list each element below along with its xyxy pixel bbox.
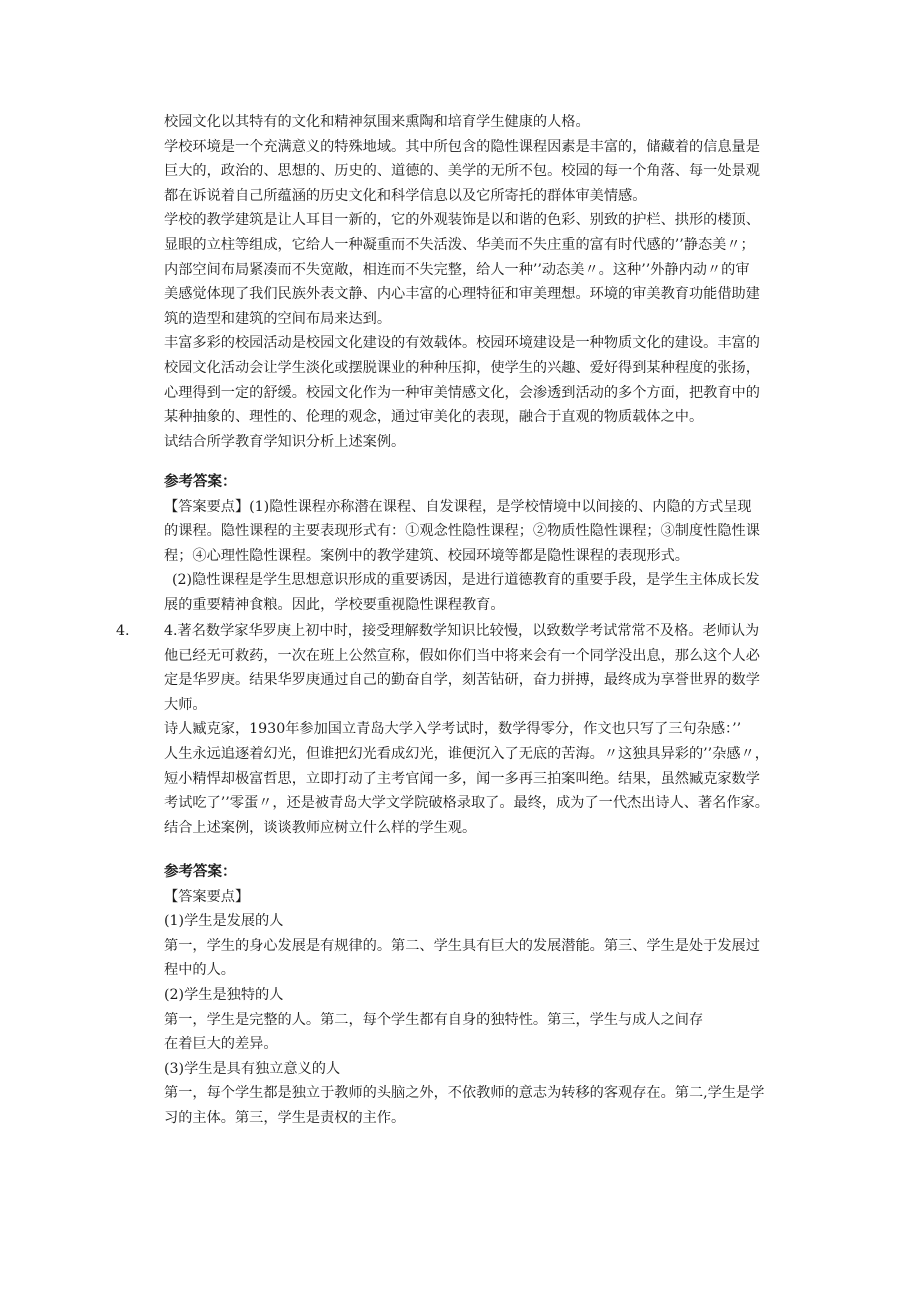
text-line: 试结合所学教育学知识分析上述案例。 (164, 433, 406, 450)
text-line: 定是华罗庚。结果华罗庚通过自己的勤奋自学，刻苦钻研，奋力拼搏，最终成为享誉世界的数学 (164, 672, 760, 689)
answer-line: 程中的人。 (164, 962, 235, 979)
text-line: 丰富多彩的校园活动是校园文化建设的有效载体。校园环境建设是一种物质文化的建设。丰富的 (164, 335, 760, 352)
case4-answer (164, 860, 804, 1131)
text-line: 都在诉说着自己所蕴涵的历史文化和科学信息以及它所寄托的群体审美情感。 (164, 187, 647, 204)
answer-line: 【答案要点】(1)隐性课程亦称潜在课程、自发课程，是学校情境中以间接的、内隐的方式呈现 (164, 498, 752, 515)
answer-line: (3)学生是具有独立意义的人 (164, 1060, 341, 1077)
answer-heading: 参考答案： (164, 863, 237, 880)
answer-line: (2)隐性课程是学生思想意识形成的重要诱因，是进行道德教育的重要手段，是学生主体成长发 (172, 572, 760, 589)
answer-line: 程；④心理性隐性课程。案例中的教学建筑、校园环境等都是隐性课程的表现形式。 (164, 547, 689, 564)
text-line: 学校的教学建筑是让人耳目一新的，它的外观装饰是以和谐的色彩、别致的护栏、拱形的楼顶、 (164, 212, 760, 229)
answer-line: (1)学生是发展的人 (164, 913, 284, 930)
question-number: 4. (116, 623, 130, 639)
text-line: 4.著名数学家华罗庚上初中时，接受理解数学知识比较慢，以致数学考试常常不及格。老师认为 (164, 623, 760, 639)
text-line: 学校环境是一个充满意义的特殊地域。其中所包含的隐性课程因素是丰富的，储藏着的信息量是 (164, 138, 760, 155)
answer-line: 第一，学生是完整的人。第二，每个学生都有自身的独特性。第三，学生与成人之间存 (164, 1011, 704, 1028)
text-line: 诗人臧克家，1930年参加国立青岛大学入学考试时，数学得零分，作文也只写了三句杂感：’’ (164, 721, 742, 738)
text-line: 显眼的立柱等组成，它给人一种凝重而不失活泼、华美而不失庄重的富有时代感的’’静态美〃； (164, 236, 755, 253)
answer-line: 的课程。隐性课程的主要表现形式有：①观念性隐性课程；②物质性隐性课程；③制度性隐性课 (164, 523, 760, 540)
text-line: 巨大的，政治的、思想的、历史的、道德的、美学的无所不包。校园的每一个角落、每一处景观 (164, 163, 760, 180)
case3-answer (164, 470, 804, 618)
text-line: 美感觉体现了我们民族外表文静、内心丰富的心理特征和审美理想。环境的审美教育功能借助建 (164, 286, 760, 303)
text-line: 校园文化活动会让学生淡化或摆脱课业的种种压抑，使学生的兴趣、爱好得到某种程度的张扬， (164, 359, 760, 376)
answer-line: 在着巨大的差异。 (164, 1036, 278, 1053)
text-line: 筑的造型和建筑的空间布局来达到。 (164, 310, 392, 327)
text-line: 某种抽象的、理性的、伦理的观念，通过审美化的表现，融合于直观的物质载体之中。 (164, 409, 704, 426)
answer-heading: 参考答案： (164, 473, 237, 490)
case3-text (164, 110, 804, 454)
text-line: 结合上述案例，谈谈教师应树立什么样的学生观。 (164, 819, 477, 836)
text-line: 校园文化以其特有的文化和精神氛围来熏陶和培育学生健康的人格。 (164, 114, 590, 130)
answer-line: 展的重要精神食粮。因此，学校要重视隐性课程教育。 (164, 596, 505, 613)
answer-line: 第一，每个学生都是独立于教师的头脑之外，不依教师的意志为转移的客观存在。第二,学生是学 (164, 1085, 765, 1102)
text-line: 心理得到一定的舒缓。校园文化作为一种审美情感文化，会渗透到活动的多个方面，把教育中的 (164, 384, 760, 401)
text-line: 人生永远追逐着幻光，但谁把幻光看成幻光，谁便沉入了无底的苦海。〃这独具异彩的’’杂感〃， (164, 745, 769, 762)
text-line: 考试吃了’’零蛋〃，还是被青岛大学文学院破格录取了。最终，成为了一代杰出诗人、著名作家。 (164, 795, 769, 812)
text-line: 内部空间布局紧凑而不失宽敞，相连而不失完整，给人一种’’动态美〃。这种’’外静内动〃的审 (164, 261, 750, 278)
answer-line: 【答案要点】 (164, 888, 250, 905)
answer-line: 习的主体。第三，学生是责权的主作。 (164, 1109, 406, 1126)
text-line: 大师。 (164, 696, 207, 713)
text-line: 短小精悍却极富哲思，立即打动了主考官闻一多，闻一多再三拍案叫绝。结果，虽然臧克家数学 (164, 770, 760, 787)
answer-line: (2)学生是独特的人 (164, 986, 284, 1003)
case4-text (164, 619, 804, 840)
text-line: 他已经无可救药，一次在班上公然宣称，假如你们当中将来会有一个同学没出息，那么这个人必 (164, 647, 760, 664)
answer-line: 第一，学生的身心发展是有规律的。第二、学生具有巨大的发展潜能。第三、学生是处于发展过 (164, 937, 760, 954)
